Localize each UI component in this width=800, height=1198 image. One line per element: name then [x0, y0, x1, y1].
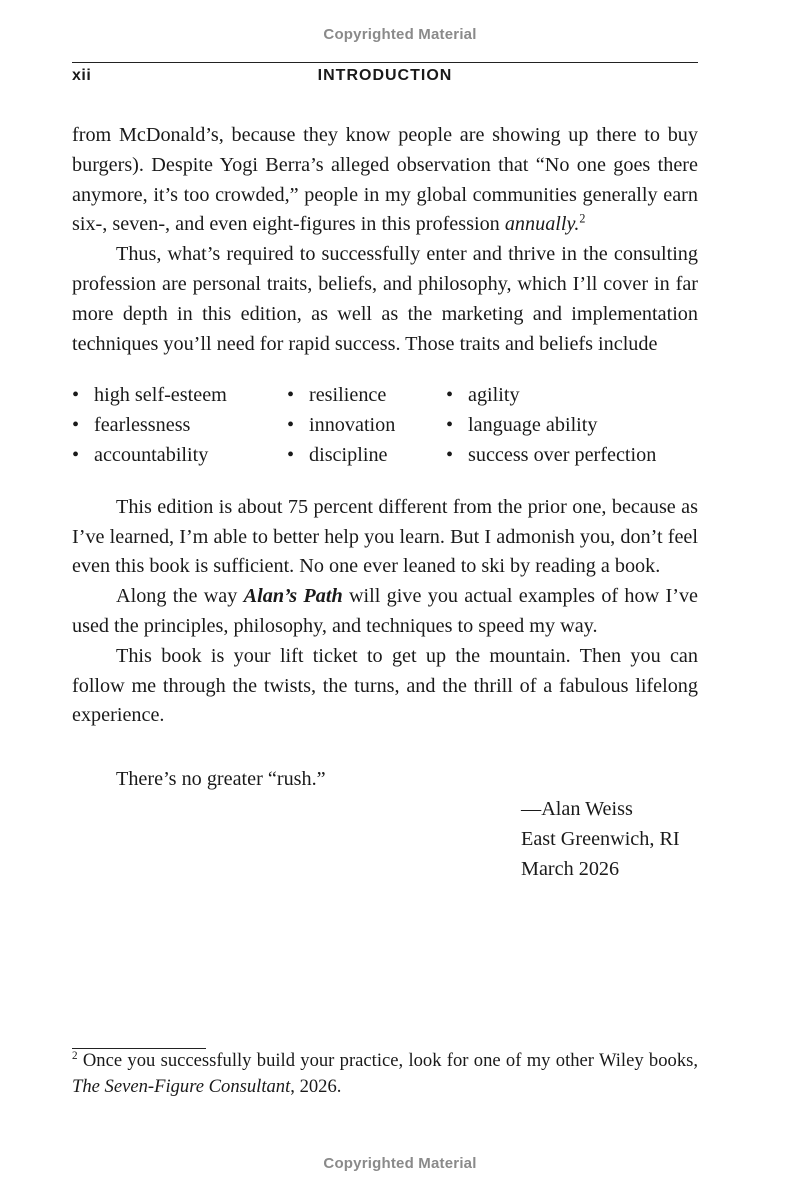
list-item-text: success over perfection: [468, 443, 657, 466]
paragraph-2: Thus, what’s required to successfully enter and thrive in the consulting profession are personal traits, beliefs, and philosophy, which I’ll cover in far more depth in this edition, as well as the marketing and implementation techniques you’ll need for rapid success. Those traits and beliefs include: [72, 243, 698, 355]
copyright-watermark-bottom: Copyrighted Material: [323, 1155, 477, 1172]
bullet-icon: •: [287, 443, 295, 466]
bullet-icon: •: [287, 414, 295, 437]
signature-date: March 2026: [521, 857, 620, 880]
paragraph-1: [72, 121, 698, 240]
body-text: [72, 121, 698, 884]
paragraph-4: [72, 582, 698, 642]
bullet-icon: •: [446, 443, 454, 466]
bullet-icon: •: [72, 443, 80, 466]
signature-block: [521, 795, 698, 884]
footnote-marker: 2: [72, 1049, 78, 1062]
paragraph-4-text-after: will give you actual examples of how I’ve used the principles, philosophy, and techniques to speed my way.: [72, 585, 698, 637]
list-item: [446, 411, 698, 441]
list-item-text: fearlessness: [94, 414, 191, 437]
bullet-icon: •: [72, 414, 80, 437]
paragraph-3: This edition is about 75 percent different from the prior one, because as I’ve learned, I’m able to better help you learn. But I admonish you, don’t feel even this book is sufficient. No one ever leaned to ski by reading a book.: [72, 495, 698, 578]
footnote-text-before: Once you successfully build your practice, look for one of my other Wiley books,: [77, 1050, 698, 1071]
page-number: xii: [72, 67, 92, 84]
traits-list: [72, 381, 698, 470]
list-item: [287, 441, 446, 471]
emphasis-annually: annually.: [504, 213, 580, 236]
list-item-text: language ability: [468, 414, 598, 437]
list-item: [446, 381, 698, 411]
list-item-text: accountability: [94, 443, 209, 466]
list-item: [72, 441, 287, 471]
bullet-icon: •: [72, 384, 80, 407]
list-item: [72, 411, 287, 441]
paragraph-1-text: from McDonald’s, because they know people are showing up there to buy burgers). Despite Yogi Berra’s alleged observation that “No one goes there anymore, it’s too crowded,” people in my global communities generally earn six-, seven-, and even eight-figures in this profession: [72, 124, 698, 236]
footnote-book-title: The Seven-Figure Consultant: [72, 1076, 291, 1097]
list-item-text: resilience: [309, 384, 387, 407]
list-item: [287, 411, 446, 441]
copyright-watermark-top: Copyrighted Material: [323, 26, 477, 43]
author-name: —Alan Weiss: [521, 797, 633, 820]
paragraph-5: This book is your lift ticket to get up the mountain. Then you can follow me through the twists, the turns, and the thrill of a fabulous lifelong experience.: [72, 644, 698, 727]
list-item-text: high self-esteem: [94, 384, 227, 407]
bullet-icon: •: [287, 384, 295, 407]
footnote-text-after: , 2026.: [290, 1076, 342, 1097]
bullet-icon: •: [446, 414, 454, 437]
list-item-text: innovation: [309, 414, 396, 437]
footnote-reference: 2: [579, 211, 586, 226]
author-location: East Greenwich, RI: [521, 827, 680, 850]
chapter-title: INTRODUCTION: [317, 67, 453, 84]
footnote: [72, 1048, 698, 1100]
list-item: [72, 381, 287, 411]
list-item-text: agility: [468, 384, 520, 407]
alans-path-title: Alan’s Path: [243, 585, 343, 608]
running-head: [72, 62, 698, 91]
paragraph-4-text-before: Along the way: [116, 585, 244, 608]
list-item: [446, 441, 698, 471]
closing-line: There’s no greater “rush.”: [116, 768, 326, 791]
list-item-text: discipline: [309, 443, 388, 466]
bullet-icon: •: [446, 384, 454, 407]
list-item: [287, 381, 446, 411]
